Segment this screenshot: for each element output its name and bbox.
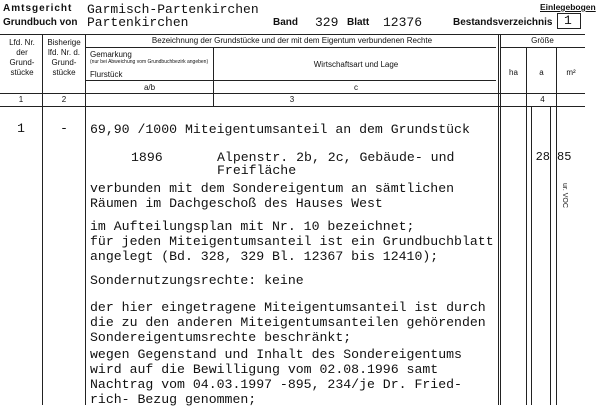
flurstueck-header: Flurstück <box>90 70 123 79</box>
paragraph-4: der hier eingetragene Miteigentumsanteil ist durch die zu den anderen Miteigentumsanteilen gehörenden Sondereigentumsrechte beschränkt; <box>90 300 486 345</box>
blatt-value: 12376 <box>383 15 423 30</box>
col-divider-1 <box>42 34 43 405</box>
col-num-2: 2 <box>61 95 67 104</box>
m2-header: m² <box>566 68 576 77</box>
ab-c-topline <box>86 80 496 81</box>
area-a-value: 28 <box>535 150 550 164</box>
entry-bisherige: - <box>60 121 68 136</box>
a-inner-line <box>550 106 551 405</box>
area-m2-value: 85 <box>557 150 572 164</box>
amtsgericht-value: Garmisch-Partenkirchen <box>87 2 259 17</box>
paragraph-1: verbunden mit dem Sondereigentum an sämtlichen Räumen im Dachgeschoß des Hauses West <box>90 181 455 211</box>
band-value: 329 <box>315 15 339 30</box>
entry-line-1: 69,90 /1000 Miteigentumsanteil an dem Grundstück <box>90 122 470 137</box>
paragraph-2: im Aufteilungsplan mit Nr. 10 bezeichnet; für jeden Miteigentumsanteil ist ein Grundbuchblatt angelegt (Bd. 328, 329 Bl. 12367 bis 12410); <box>90 219 494 264</box>
gemarkung-header: Gemarkung <box>90 50 132 59</box>
groesse-underline <box>500 47 585 48</box>
side-stamp: ur. VOC <box>561 183 568 208</box>
entry-lage-1: Alpenstr. 2b, 2c, Gebäude- und <box>217 150 455 165</box>
groesse-header: Größe <box>531 36 554 45</box>
gemarkung-note: (nur bei Abweichung vom Grundbuchbezirk angeben) <box>90 59 209 65</box>
paragraph-5: wegen Gegenstand und Inhalt des Sondereigentums wird auf die Bewilligung vom 02.08.1996 samt Nachtrag vom 04.03.1997 -895, 234/je Dr. Fried- rich- Bezug genommen; <box>90 347 462 407</box>
lfd-nr-header: Lfd. Nr. der Grund- stücke <box>9 38 35 77</box>
bezeichnung-underline <box>86 47 496 48</box>
ha-header: ha <box>509 68 518 77</box>
bisherige-header: Bisherige lfd. Nr. d. Grund- stücke <box>47 38 81 77</box>
band-label: Band <box>273 17 298 28</box>
blatt-label: Blatt <box>347 17 370 28</box>
col-num-1: 1 <box>18 95 24 104</box>
bestand-label: Bestandsverzeichnis <box>453 17 553 28</box>
bezeichnung-header: Bezeichnung der Grundstücke und der mit dem Eigentum verbundenen Rechte <box>151 36 433 45</box>
entry-lfd-nr: 1 <box>17 121 25 136</box>
paragraph-3: Sondernutzungsrechte: keine <box>90 273 304 288</box>
grundbuch-label: Grundbuch von <box>3 17 78 28</box>
col-num-3: 3 <box>289 95 295 104</box>
c-header: c <box>354 83 358 92</box>
col-num-4: 4 <box>540 95 545 104</box>
grundbuch-value: Partenkirchen <box>87 15 189 30</box>
ab-header: a/b <box>143 83 156 92</box>
amtsgericht-label: Amtsgericht <box>3 3 73 14</box>
wirtschaftsart-header: Wirtschaftsart und Lage <box>313 60 399 69</box>
col-divider-groesse <box>498 34 499 405</box>
bestand-value: 1 <box>564 13 572 28</box>
a-header: a <box>539 68 544 77</box>
entry-flurstueck: 1896 <box>131 150 163 165</box>
einlegebogen-label: Einlegebogen <box>540 2 596 12</box>
entry-lage-2: Freifläche <box>217 163 297 178</box>
col-divider-groesse-2 <box>500 34 501 405</box>
